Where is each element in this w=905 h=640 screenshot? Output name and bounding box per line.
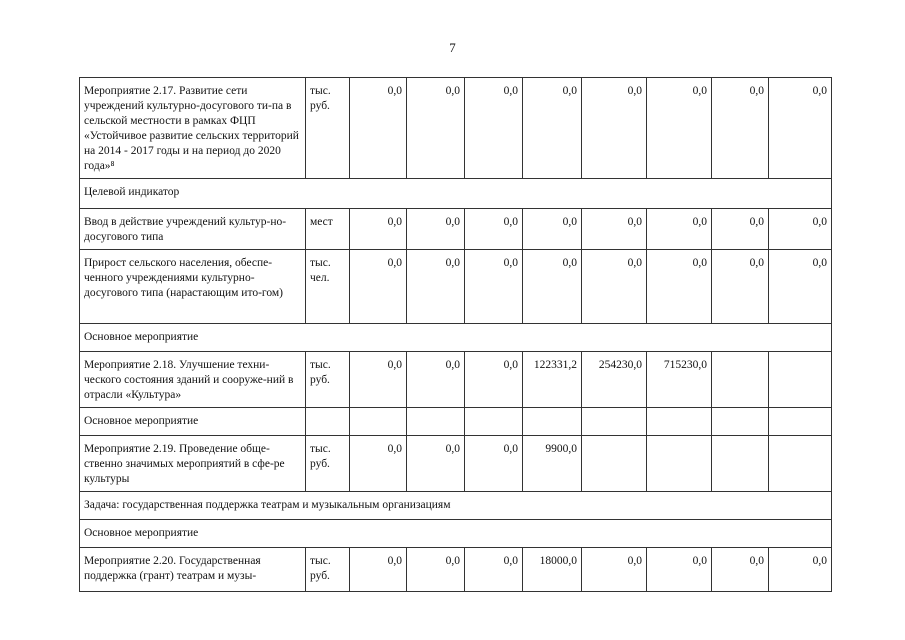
value-cell: 0,0 <box>350 78 407 179</box>
unit-cell: тыс. руб. <box>306 548 350 592</box>
unit-cell: тыс. руб. <box>306 352 350 408</box>
value-cell: 0,0 <box>350 436 407 492</box>
value-cell: 0,0 <box>582 78 647 179</box>
value-cell: 0,0 <box>465 436 523 492</box>
value-cell: 0,0 <box>407 436 465 492</box>
value-cell: 9900,0 <box>523 436 582 492</box>
table-row <box>80 250 832 324</box>
table-row <box>80 408 832 436</box>
value-cell <box>647 436 712 492</box>
value-cell: 0,0 <box>647 78 712 179</box>
unit-cell: тыс. чел. <box>306 250 350 324</box>
value-cell: 0,0 <box>350 352 407 408</box>
table-row <box>80 436 832 492</box>
page-number: 7 <box>449 40 456 55</box>
value-cell: 715230,0 <box>647 352 712 408</box>
activity-name-cell: Мероприятие 2.18. Улучшение техни-ческого состояния зданий и сооруже-ний в отрасли «Культура» <box>80 352 306 408</box>
value-cell: 0,0 <box>350 250 407 324</box>
value-cell: 0,0 <box>582 548 647 592</box>
value-cell: 0,0 <box>712 548 769 592</box>
value-cell: 0,0 <box>769 78 832 179</box>
value-cell <box>582 408 647 436</box>
value-cell: 0,0 <box>647 548 712 592</box>
value-cell <box>769 408 832 436</box>
value-cell: 0,0 <box>712 209 769 250</box>
value-cell: 0,0 <box>647 209 712 250</box>
value-cell: 0,0 <box>647 250 712 324</box>
value-cell: 0,0 <box>350 548 407 592</box>
value-cell <box>769 436 832 492</box>
value-cell: 0,0 <box>712 78 769 179</box>
value-cell <box>350 408 407 436</box>
value-cell <box>582 436 647 492</box>
table-row <box>80 352 832 408</box>
value-cell: 0,0 <box>350 209 407 250</box>
section-row <box>80 324 832 352</box>
value-cell: 0,0 <box>407 250 465 324</box>
value-cell: 0,0 <box>407 209 465 250</box>
value-cell: 0,0 <box>769 209 832 250</box>
section-heading: Основное мероприятие <box>80 520 832 548</box>
value-cell <box>465 408 523 436</box>
activity-name-cell: Ввод в действие учреждений культур-но-досугового типа <box>80 209 306 250</box>
value-cell: 122331,2 <box>523 352 582 408</box>
value-cell <box>407 408 465 436</box>
unit-cell <box>306 408 350 436</box>
value-cell: 0,0 <box>712 250 769 324</box>
program-table <box>79 77 832 592</box>
unit-cell: тыс. руб. <box>306 436 350 492</box>
value-cell: 0,0 <box>465 352 523 408</box>
table-row <box>80 548 832 592</box>
section-heading: Целевой индикатор <box>80 179 832 209</box>
unit-cell: мест <box>306 209 350 250</box>
table-row <box>80 209 832 250</box>
section-heading: Задача: государственная поддержка театрам и музыкальным организациям <box>80 492 832 520</box>
value-cell <box>712 408 769 436</box>
activity-name-cell: Прирост сельского населения, обеспе-ченного учреждениями культурно-досугового типа (нарастающим ито-гом) <box>80 250 306 324</box>
activity-name-cell: Мероприятие 2.20. Государственная поддержка (грант) театрам и музы- <box>80 548 306 592</box>
value-cell <box>712 436 769 492</box>
value-cell: 0,0 <box>582 209 647 250</box>
section-heading: Основное мероприятие <box>80 324 832 352</box>
table-row <box>80 78 832 179</box>
value-cell: 0,0 <box>465 548 523 592</box>
value-cell: 0,0 <box>465 250 523 324</box>
unit-cell: тыс. руб. <box>306 78 350 179</box>
value-cell <box>647 408 712 436</box>
value-cell: 0,0 <box>769 250 832 324</box>
section-row <box>80 492 832 520</box>
value-cell <box>523 408 582 436</box>
value-cell: 0,0 <box>407 352 465 408</box>
activity-name-cell: Основное мероприятие <box>80 408 306 436</box>
value-cell: 0,0 <box>582 250 647 324</box>
table-body <box>80 78 832 592</box>
value-cell: 0,0 <box>769 548 832 592</box>
activity-name-cell: Мероприятие 2.17. Развитие сети учреждений культурно-досугового ти-па в сельской местности в рамках ФЦП «Устойчивое развитие сельских территорий на 2014 - 2017 годы и на период до 2020 года»⁸ <box>80 78 306 179</box>
value-cell: 0,0 <box>523 209 582 250</box>
section-row <box>80 520 832 548</box>
value-cell: 0,0 <box>407 78 465 179</box>
value-cell: 0,0 <box>523 78 582 179</box>
value-cell: 0,0 <box>465 209 523 250</box>
value-cell: 0,0 <box>523 250 582 324</box>
value-cell <box>712 352 769 408</box>
value-cell: 254230,0 <box>582 352 647 408</box>
value-cell <box>769 352 832 408</box>
value-cell: 0,0 <box>407 548 465 592</box>
value-cell: 18000,0 <box>523 548 582 592</box>
section-row <box>80 179 832 209</box>
activity-name-cell: Мероприятие 2.19. Проведение обще-ственно значимых мероприятий в сфе-ре культуры <box>80 436 306 492</box>
value-cell: 0,0 <box>465 78 523 179</box>
